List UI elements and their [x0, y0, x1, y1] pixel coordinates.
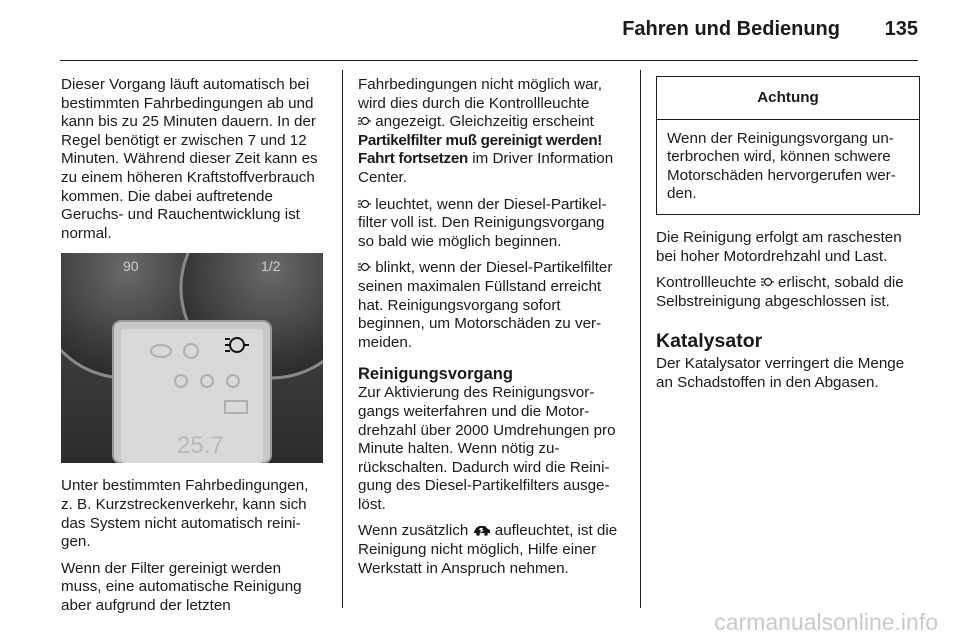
diesel-filter-icon — [761, 276, 774, 288]
paragraph — [656, 274, 920, 311]
column-divider — [342, 70, 343, 608]
page-number: 135 — [884, 18, 918, 40]
paragraph: Unter bestimmten Fahrbedingungen, z. B. Kurzstreckenverkehr, kann sich das System nicht automatisch reinigen. — [61, 477, 309, 551]
section-heading: Katalysator — [656, 330, 763, 353]
header-rule — [60, 60, 918, 61]
column-1 — [61, 76, 324, 624]
instrument-cluster-figure — [61, 253, 323, 463]
display-readout: 25.7 — [177, 432, 224, 460]
warning-box — [656, 76, 920, 215]
paragraph: Zur Aktivierung des Reinigungsvorgangs weiterfahren und die Motordrehzahl über 2000 Umdrehungen pro Minute halten. Wenn nötig zurückschalten. Dadurch wird die Reinigung des Diesel-Partikelfilters ausgelöst. — [358, 384, 616, 513]
text-span: erlischt, sobald die Selbstreinigung abgeschlossen ist. — [656, 274, 904, 310]
diesel-filter-icon — [358, 115, 371, 127]
gauge-label-right: 1/2 — [261, 258, 281, 275]
page-header — [60, 18, 918, 58]
header-title: Fahren und Bedienung — [622, 18, 840, 40]
text-span: im Driver Information Center. — [358, 150, 614, 186]
service-vehicle-icon — [473, 524, 491, 536]
text-span: angezeigt. Gleichzeitig erscheint — [375, 113, 594, 131]
paragraph — [358, 196, 623, 252]
column-2 — [358, 76, 623, 586]
paragraph — [358, 76, 623, 188]
paragraph: Dieser Vorgang läuft automatisch bei bestimmten Fahrbedingungen ab und kann bis zu 25 Minuten dauern. In der Regel benötigt er zwischen 7 und 12 Minuten. Während dieser Zeit kann es zu einem höheren Kraftstoffverbrauch kommen. Die dabei auftretende Geruchs- und Rauchentwicklung ist normal. — [61, 76, 318, 242]
diesel-filter-icon — [358, 261, 371, 273]
text-span: Fahrbedingungen nicht möglich war, wird dies durch die Kontrollleuchte — [358, 76, 602, 112]
watermark: carmanualsonline.info — [714, 609, 938, 635]
dic-message: Partikelfilter muß gereinigt werden! Fahrt fortsetzen — [358, 131, 603, 168]
paragraph: Die Reinigung erfolgt am raschesten bei hoher Motordrehzahl und Last. — [656, 228, 902, 265]
column-divider — [640, 70, 641, 608]
text-span: aufleuchtet, ist die Reinigung nicht möglich, Hilfe einer Werkstatt in Anspruch nehmen. — [358, 522, 618, 577]
warning-text: Wenn der Reinigungsvorgang unterbrochen wird, können schwere Motorschäden hervorgerufen werden. — [667, 129, 896, 203]
text-span: leuchtet, wenn der Diesel-Partikelfilter voll ist. Den Reinigungsvorgang so bald wie möglich beginnen. — [358, 195, 607, 250]
paragraph — [358, 259, 623, 352]
section-subheading: Reinigungsvorgang — [358, 365, 513, 384]
column-3 — [656, 76, 920, 401]
instrument-cluster-image — [61, 253, 323, 463]
gauge-label-left: 90 — [123, 258, 139, 275]
paragraph: Wenn der Filter gereinigt werden muss, eine automatische Reinigung aber aufgrund der letzten — [61, 559, 302, 614]
warning-title: Achtung — [657, 77, 919, 120]
paragraph: Der Katalysator verringert die Menge an Schadstoffen in den Abgasen. — [656, 355, 905, 391]
text-span: Wenn zusätzlich — [358, 522, 469, 540]
diesel-filter-icon — [358, 198, 371, 210]
text-span: Kontrollleuchte — [656, 274, 757, 292]
paragraph — [358, 522, 623, 578]
text-span: blinkt, wenn der Diesel-Partikelfilter seinen maximalen Füllstand erreicht hat. Reinigungsvorgang sofort beginnen, um Motorschäden zu vermeiden. — [358, 259, 613, 351]
